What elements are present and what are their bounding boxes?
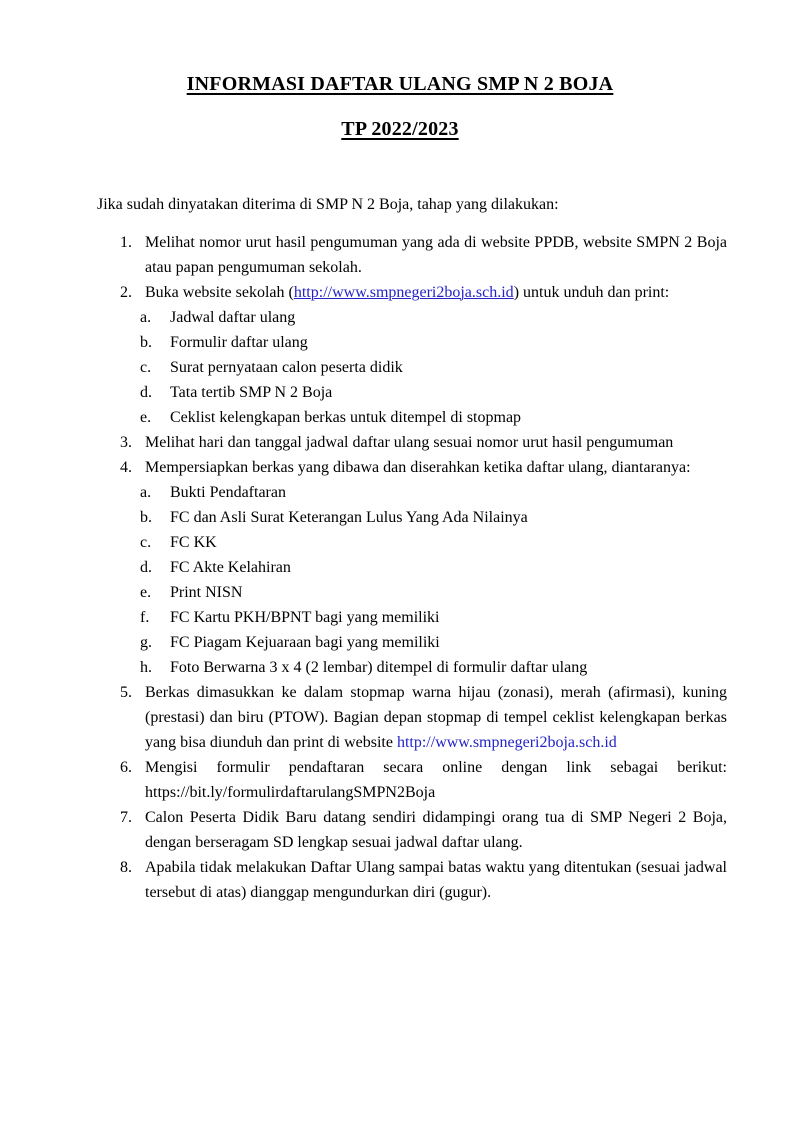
sub-item-text: FC Kartu PKH/BPNT bagi yang memiliki	[170, 609, 440, 626]
sub-list-letter: e.	[140, 584, 152, 601]
sub-item-4f	[97, 605, 727, 630]
school-website-link[interactable]: http://www.smpnegeri2boja.sch.id	[293, 284, 514, 301]
sub-list-letter: h.	[140, 659, 152, 676]
sub-list-letter: c.	[140, 359, 152, 376]
list-item-text: Mengisi formulir pendaftaran secara online dengan link sebagai berikut:	[145, 759, 727, 776]
sub-item-text: Ceklist kelengkapan berkas untuk ditempel di stopmap	[170, 409, 522, 426]
registration-form-url: https://bit.ly/formulirdaftarulangSMPN2Boja	[145, 784, 436, 801]
list-number: 5.	[120, 684, 132, 701]
sub-item-text: FC dan Asli Surat Keterangan Lulus Yang Ada Nilainya	[170, 509, 528, 526]
sub-list-letter: b.	[140, 509, 152, 526]
list-item-text: Melihat hari dan tanggal jadwal daftar ulang sesuai nomor urut hasil pengumuman	[145, 434, 674, 451]
list-item-8	[97, 855, 727, 905]
document-title: INFORMASI DAFTAR ULANG SMP N 2 BOJA	[186, 73, 614, 95]
sub-list-letter: d.	[140, 559, 152, 576]
sub-item-text: FC Akte Kelahiran	[170, 559, 291, 576]
list-item-text: Berkas dimasukkan ke dalam stopmap warna hijau (zonasi), merah (afirmasi), kuning (prestasi) dan biru (PTOW). Bagian depan stopmap di tempel ceklist kelengkapan berkas yang bisa diunduh dan print di website	[145, 684, 727, 751]
sub-item-text: Formulir daftar ulang	[170, 334, 308, 351]
sub-item-4h	[97, 655, 727, 680]
list-item-7	[97, 805, 727, 855]
sub-item-4g	[97, 630, 727, 655]
document-subtitle: TP 2022/2023	[341, 118, 459, 140]
sub-item-4b	[97, 505, 727, 530]
sub-item-4d	[97, 555, 727, 580]
sub-list-letter: b.	[140, 334, 152, 351]
list-number: 1.	[120, 234, 132, 251]
school-website-link[interactable]: http://www.smpnegeri2boja.sch.id	[396, 734, 617, 751]
sub-item-text: Surat pernyataan calon peserta didik	[170, 359, 403, 376]
sub-list-letter: a.	[140, 309, 152, 326]
list-item-text: Buka website sekolah (	[145, 284, 294, 301]
document-header	[0, 0, 800, 141]
list-item-text: ) untuk unduh dan print:	[513, 284, 670, 301]
sub-list-letter: d.	[140, 384, 152, 401]
list-item-6	[97, 755, 727, 805]
sub-list-letter: c.	[140, 534, 152, 551]
sub-item-2b	[97, 330, 727, 355]
list-number: 3.	[120, 434, 132, 451]
sub-item-text: Foto Berwarna 3 x 4 (2 lembar) ditempel di formulir daftar ulang	[170, 659, 588, 676]
list-item-text: Calon Peserta Didik Baru datang sendiri didampingi orang tua di SMP Negeri 2 Boja, dengan berseragam SD lengkap sesuai jadwal daftar ulang.	[145, 809, 727, 851]
sub-item-text: FC Piagam Kejuaraan bagi yang memiliki	[170, 634, 440, 651]
sub-item-text: Print NISN	[170, 584, 243, 601]
intro-paragraph: Jika sudah dinyatakan diterima di SMP N 2 Boja, tahap yang dilakukan:	[97, 196, 559, 213]
list-item-3	[97, 430, 727, 455]
list-item-text: Mempersiapkan berkas yang dibawa dan diserahkan ketika daftar ulang, diantaranya:	[145, 459, 691, 476]
sub-item-2d	[97, 380, 727, 405]
list-number: 4.	[120, 459, 132, 476]
sub-item-text: FC KK	[170, 534, 217, 551]
sub-item-2c	[97, 355, 727, 380]
sub-item-4e	[97, 580, 727, 605]
list-number: 6.	[120, 759, 132, 776]
list-item-4	[97, 455, 727, 480]
sub-item-2a	[97, 305, 727, 330]
list-number: 7.	[120, 809, 132, 826]
sub-item-4c	[97, 530, 727, 555]
sub-item-2e	[97, 405, 727, 430]
list-number: 8.	[120, 859, 132, 876]
sub-list-letter: g.	[140, 634, 152, 651]
sub-item-text: Bukti Pendaftaran	[170, 484, 286, 501]
sub-list-letter: f.	[140, 609, 150, 626]
list-item-1	[97, 230, 727, 280]
list-number: 2.	[120, 284, 132, 301]
list-item-2	[97, 280, 727, 305]
list-item-text: Melihat nomor urut hasil pengumuman yang ada di website PPDB, website SMPN 2 Boja atau papan pengumuman sekolah.	[145, 234, 727, 276]
sub-list-letter: a.	[140, 484, 152, 501]
numbered-list	[97, 230, 727, 905]
document-body	[0, 192, 800, 905]
sub-item-4a	[97, 480, 727, 505]
list-item-5	[97, 680, 727, 755]
sub-item-text: Jadwal daftar ulang	[170, 309, 296, 326]
sub-item-text: Tata tertib SMP N 2 Boja	[170, 384, 333, 401]
list-item-text: Apabila tidak melakukan Daftar Ulang sampai batas waktu yang ditentukan (sesuai jadwal tersebut di atas) dianggap mengundurkan diri (gugur).	[145, 859, 727, 901]
sub-list-letter: e.	[140, 409, 152, 426]
